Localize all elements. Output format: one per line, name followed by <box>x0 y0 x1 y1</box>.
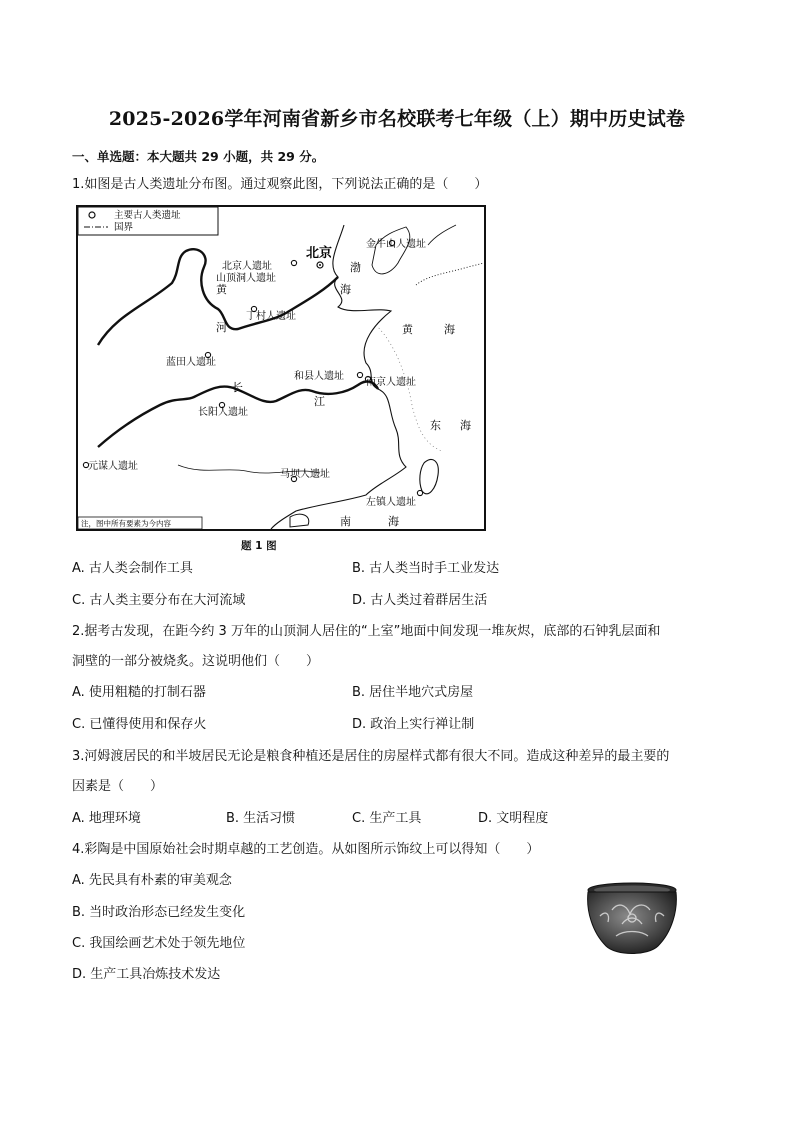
site-label-zuozhen: 左镇人遗址 <box>366 497 416 508</box>
map-note: 注，图中所有要素为今内容 <box>81 519 171 528</box>
legend-border-label: 国界 <box>114 222 134 233</box>
ancient-sites-map <box>76 205 486 531</box>
q1-option-b[interactable]: B. 古人类当时手工业发达 <box>352 561 500 576</box>
yellow-river-label-he: 河 <box>216 321 227 334</box>
q2-option-a[interactable]: A. 使用粗糙的打制石器 <box>72 685 206 700</box>
bohai-label-bo: 渤 <box>350 261 361 274</box>
site-label-shandingdong: 山顶洞人遗址 <box>216 273 276 284</box>
q3-option-c[interactable]: C. 生产工具 <box>352 811 422 826</box>
q2-stem-line2: 洞壁的一部分被烧炙。这说明他们（ ） <box>72 654 320 669</box>
q1-option-d[interactable]: D. 古人类过着群居生活 <box>352 593 488 608</box>
yangtze-label-jiang: 江 <box>314 395 325 408</box>
q3-option-d[interactable]: D. 文明程度 <box>478 811 549 826</box>
q3-option-b[interactable]: B. 生活习惯 <box>226 811 296 826</box>
q1-option-a[interactable]: A. 古人类会制作工具 <box>72 561 193 576</box>
bohai-label-hai: 海 <box>340 283 351 296</box>
yellow-river-label-huang: 黄 <box>216 283 227 296</box>
site-label-lantian: 蓝田人遗址 <box>166 357 216 368</box>
site-label-jinniushan: 金牛山人遗址 <box>366 239 426 250</box>
q1-stem: 1.如图是古人类遗址分布图。通过观察此图，下列说法正确的是（ ） <box>72 177 488 192</box>
map-frame <box>77 206 485 530</box>
q1-option-c[interactable]: C. 古人类主要分布在大河流域 <box>72 593 246 608</box>
q3-stem-line1: 3.河姆渡居民的和半坡居民无论是粮食种植还是居住的房屋样式都有很大不同。造成这种差异的最主要的 <box>72 749 670 764</box>
yangtze-label-chang: 长 <box>232 381 243 394</box>
site-label-yuanmou: 元谋人遗址 <box>88 461 138 472</box>
site-label-dingcun: 丁村人遗址 <box>246 311 296 322</box>
q2-option-d[interactable]: D. 政治上实行禅让制 <box>352 717 475 732</box>
q4-stem: 4.彩陶是中国原始社会时期卓越的工艺创造。从如图所示饰纹上可以得知（ ） <box>72 842 540 857</box>
q3-stem-line2: 因素是（ ） <box>72 779 164 794</box>
q1-figure-caption: 题 1 图 <box>241 540 277 552</box>
site-label-nanjing: 南京人遗址 <box>366 377 416 388</box>
site-label-maba: 马坝人遗址 <box>280 469 330 480</box>
q4-option-c[interactable]: C. 我国绘画艺术处于领先地位 <box>72 936 246 951</box>
south-sea-label-nan: 南 <box>340 515 351 528</box>
beijing-label: 北京 <box>306 246 333 261</box>
q2-option-b[interactable]: B. 居住半地穴式房屋 <box>352 685 474 700</box>
q4-option-d[interactable]: D. 生产工具冶炼技术发达 <box>72 967 221 982</box>
east-sea-label-dong: 东 <box>430 419 441 432</box>
south-sea-label-hai: 海 <box>388 515 399 528</box>
legend-site-label: 主要古人类遗址 <box>114 210 181 221</box>
painted-pottery-image <box>582 880 682 962</box>
site-label-beijingren: 北京人遗址 <box>222 261 272 272</box>
q4-option-a[interactable]: A. 先民具有朴素的审美观念 <box>72 873 232 888</box>
q3-option-a[interactable]: A. 地理环境 <box>72 811 141 826</box>
site-label-hexian: 和县人遗址 <box>294 371 344 382</box>
yellow-sea-label-huang: 黄 <box>402 323 413 336</box>
yellow-sea-label-hai: 海 <box>444 323 455 336</box>
east-sea-label-hai: 海 <box>460 419 471 432</box>
exam-title: 2025-2026学年河南省新乡市名校联考七年级（上）期中历史试卷 <box>108 108 686 130</box>
site-label-changyang: 长阳人遗址 <box>198 407 248 418</box>
section-heading: 一、单选题：本大题共 29 小题，共 29 分。 <box>72 149 325 164</box>
q2-stem-line1: 2.据考古发现，在距今约 3 万年的山顶洞人居住的“上室”地面中间发现一堆灰烬，底部的石钟乳层面和 <box>72 624 661 639</box>
q4-option-b[interactable]: B. 当时政治形态已经发生变化 <box>72 905 246 920</box>
q2-option-c[interactable]: C. 已懂得使用和保存火 <box>72 717 207 732</box>
